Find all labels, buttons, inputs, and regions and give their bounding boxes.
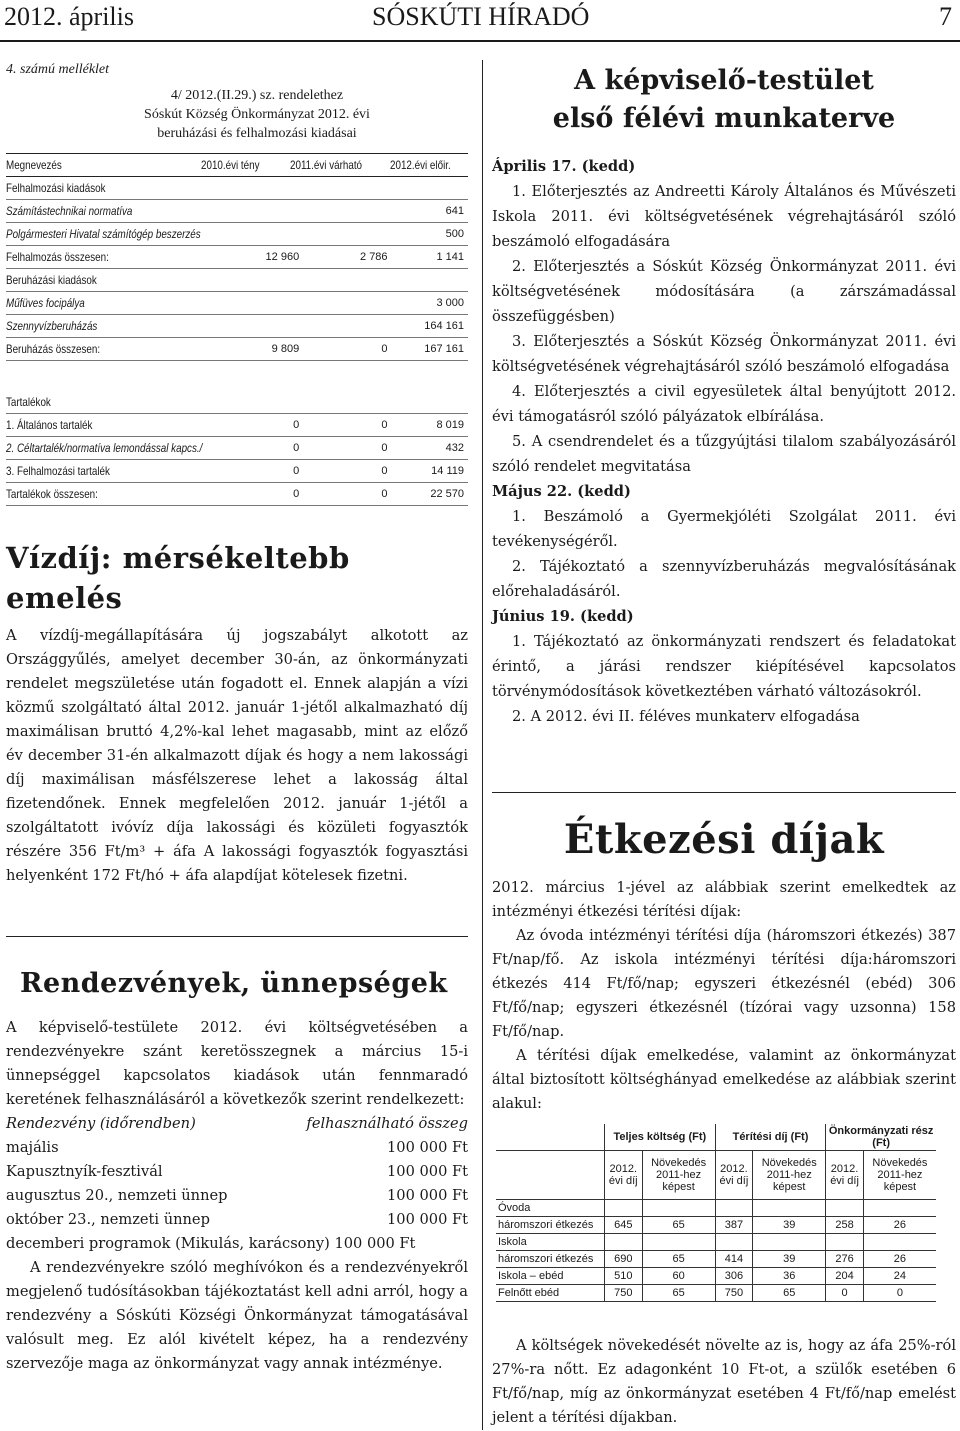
agenda-may (492, 504, 956, 604)
investment-row-label: Műfüves focipálya (6, 296, 85, 310)
fee-cell: 36 (753, 1268, 826, 1285)
fee-cell (715, 1200, 753, 1217)
fee-row (496, 1268, 936, 1285)
event-name: október 23., nemzeti ünnep (6, 1211, 210, 1228)
meal-fee-table (496, 1124, 936, 1302)
meal-fees-heading: Étkezési díjak (563, 816, 885, 863)
investment-value-2012: 641 (392, 200, 468, 223)
investment-value-2010: 12 960 (245, 246, 303, 269)
work-plan-heading-line-2: első félévi munkaterve (552, 103, 896, 134)
fee-cell: 204 (826, 1268, 864, 1285)
investment-value-2010: 0 (245, 414, 303, 437)
fee-cell: 510 (605, 1268, 643, 1285)
meal-fees-change: A térítési díjak emelkedése, valamint az önkormányzat által biztosított költséghányad emelkedése az alábbiak szerint alakul: (492, 1047, 956, 1112)
investment-value-2012 (392, 391, 468, 414)
investment-value-2010: 0 (245, 460, 303, 483)
col-header-name: Megnevezés (6, 158, 62, 172)
water-fee-text: A vízdíj-megállapítására új jogszabályt alkotott az Országgyűlés, amelyet december 30-án, az önkormányzati rendelet megszületése után fogadott el. Ennek alapján a vízi közmű szolgáltató által 2012. január 1-jétől alkalmazható díj maximálisan bruttó 4,2%-kal lehet magasabb, mint az előző év december 31-én alkalmazott díjak és hogy a nem lakossági díj maximálisan másfélszerese lehet a lakosság által fizetendőnek. Ennek megfelelően 2012. január 1-jétől a szolgáltatott ivóvíz díja lakossági és közületi fogyasztók részére 356 Ft/m³ + áfa A lakossági fogyasztók fogyasztási helyenként 172 Ft/hó + áfa alapdíjat kötelesek fizetni. (6, 627, 468, 884)
fee-group-header (496, 1124, 936, 1151)
investment-value-2011 (303, 292, 391, 315)
events-list (6, 1136, 468, 1232)
section-divider-right (492, 792, 956, 793)
event-name: Kapusztnyík-fesztivál (6, 1163, 163, 1180)
fee-row-label: Iskola (496, 1234, 605, 1251)
investment-row (6, 460, 468, 483)
fee-row-label: háromszori étkezés (496, 1217, 605, 1234)
investment-value-2010 (245, 200, 303, 223)
header-title: SÓSKÚTI HÍRADÓ (372, 2, 590, 31)
investment-row-label: Számítástechnikai normatíva (6, 204, 133, 218)
investment-value-2011: 0 (303, 414, 391, 437)
event-amount: 100 000 Ft (387, 1211, 468, 1228)
investment-row-label: Tartalékok (6, 395, 51, 409)
fee-cell (863, 1234, 936, 1251)
work-plan-heading (492, 62, 956, 138)
investment-value-2010 (245, 177, 303, 200)
fee-cell: 26 (863, 1217, 936, 1234)
fee-sub-growth-2: Növekedés 2011-hez képest (753, 1151, 826, 1200)
investment-row (6, 292, 468, 315)
column-divider (482, 60, 483, 1430)
fee-cell: 645 (605, 1217, 643, 1234)
fee-group-fee: Térítési díj (Ft) (715, 1124, 826, 1151)
events-intro: A képviselő-testülete 2012. évi költségvetésében a rendezvényekre szánt keretösszegnek a március 15-i ünnepséggel kapcsolatos kiadások után fennmaradó keretének felhasználásáról a következők szerint rendelkezett: (6, 1019, 468, 1108)
investment-value-2010: 9 809 (245, 338, 303, 361)
water-fee-heading: Vízdíj: mérsékeltebb emelés (6, 541, 350, 615)
fee-row-label: Óvoda (496, 1200, 605, 1217)
investment-row-label: Tartalékok összesen: (6, 487, 98, 501)
investment-value-2010 (245, 223, 303, 246)
col-header-2012: 2012.évi előir. (389, 158, 451, 172)
investment-row (6, 437, 468, 460)
decree-title-line-1: 4/ 2012.(II.29.) sz. rendelethez (170, 88, 344, 103)
fee-cell (826, 1234, 864, 1251)
investment-row (6, 361, 468, 392)
investment-row (6, 315, 468, 338)
investment-value-2012: 1 141 (392, 246, 468, 269)
investment-row-label: Beruházási kiadások (6, 273, 97, 287)
fee-cell: 690 (605, 1251, 643, 1268)
fee-row (496, 1200, 936, 1217)
agenda-item: 4. Előterjesztés a civil egyesületek által benyújtott 2012. évi támogatásról szóló pályázatok elbírálása. (492, 383, 956, 425)
right-column (492, 60, 956, 729)
investment-value-2011 (303, 177, 391, 200)
investment-value-2011 (303, 361, 391, 392)
fee-row-label: háromszori étkezés (496, 1251, 605, 1268)
fee-cell: 65 (642, 1251, 715, 1268)
events-col-name: Rendezvény (időrendben) (6, 1115, 196, 1132)
events-heading: Rendezvények, ünnepségek (20, 968, 448, 999)
meal-fees-intro: 2012. március 1-jével az alábbiak szerint emelkedtek az intézményi étkezési térítési díjak: (492, 879, 956, 920)
fee-cell: 0 (826, 1285, 864, 1302)
events-col-amount: felhasználható összeg (306, 1115, 468, 1132)
fee-cell (826, 1200, 864, 1217)
investment-value-2010 (245, 269, 303, 292)
investment-row-label: Felhalmozási kiadások (6, 181, 106, 195)
fee-row (496, 1285, 936, 1302)
fee-cell: 387 (715, 1217, 753, 1234)
investment-value-2011 (303, 391, 391, 414)
investment-row (6, 269, 468, 292)
fee-cell: 750 (605, 1285, 643, 1302)
event-row (6, 1208, 468, 1232)
fee-sub-growth-3: Növekedés 2011-hez képest (863, 1151, 936, 1200)
investment-value-2012: 8 019 (392, 414, 468, 437)
investment-row (6, 338, 468, 361)
agenda-item: 1. Tájékoztató az önkormányzati rendszert és feladatokat érintő, a járási rendszer kiépítésével kapcsolatos törvénymódosítások következtében várható változásokról. (492, 633, 956, 700)
fee-sub-growth-1: Növekedés 2011-hez képest (642, 1151, 715, 1200)
fee-cell: 65 (753, 1285, 826, 1302)
investment-value-2011: 0 (303, 483, 391, 506)
investment-value-2011 (303, 223, 391, 246)
investment-row-label: Felhalmozás összesen: (6, 250, 109, 264)
investment-value-2012: 164 161 (392, 315, 468, 338)
fee-sub-year-2: 2012. évi díj (715, 1151, 753, 1200)
investment-value-2010: 0 (245, 437, 303, 460)
investment-row-label: Szennyvízberuházás (6, 319, 98, 333)
event-row (6, 1136, 468, 1160)
fee-sub-year-1: 2012. évi díj (605, 1151, 643, 1200)
fee-sub-year-3: 2012. évi díj (826, 1151, 864, 1200)
investment-row (6, 246, 468, 269)
fee-sub-header (496, 1151, 936, 1200)
decree-title (46, 86, 468, 143)
fee-cell (715, 1234, 753, 1251)
events-outro: A rendezvényekre szóló meghívókon és a rendezvényekről megjelenő tudósításokban tájékoztatást kell adni arról, hogy a rendezvény a Sóskúti Községi Önkormányzat támogatásával valósult meg. Ez alól kivételt képez, ha a rendezvény szervezője maga az önkormányzat vagy annak intézménye. (6, 1259, 468, 1372)
investment-value-2011 (303, 269, 391, 292)
fee-cell: 39 (753, 1251, 826, 1268)
event-name: majális (6, 1139, 59, 1156)
agenda-item: 2. Tájékoztató a szennyvízberuházás megvalósításának előrehaladásáról. (492, 558, 956, 600)
fee-cell (605, 1200, 643, 1217)
col-header-2010: 2010.évi tény (200, 158, 260, 172)
meeting-date-may: Május 22. (kedd) (492, 483, 631, 500)
investment-value-2011: 2 786 (303, 246, 391, 269)
decree-title-line-2: Sóskút Község Önkormányzat 2012. évi (144, 107, 370, 122)
agenda-item: 3. Előterjesztés a Sóskút Község Önkormányzat 2011. évi költségvetésének végrehajtásáról szóló beszámoló elfogadása (492, 333, 956, 375)
meeting-date-june: Június 19. (kedd) (492, 608, 634, 625)
investment-row (6, 200, 468, 223)
annex-label: 4. számú melléklet (6, 62, 110, 77)
header-page-number: 7 (939, 2, 952, 31)
events-list-header (6, 1112, 468, 1136)
investment-value-2012: 3 000 (392, 292, 468, 315)
page-header (0, 0, 960, 38)
investment-value-2010 (245, 292, 303, 315)
investment-value-2011: 0 (303, 460, 391, 483)
investment-value-2012: 22 570 (392, 483, 468, 506)
events-december: decemberi programok (Mikulás, karácsony) 100 000 Ft (6, 1235, 416, 1252)
event-row (6, 1160, 468, 1184)
fee-cell: 258 (826, 1217, 864, 1234)
investment-value-2010 (245, 315, 303, 338)
investment-table-body (6, 177, 468, 506)
investment-value-2010: 0 (245, 483, 303, 506)
investment-value-2012: 167 161 (392, 338, 468, 361)
section-divider (6, 936, 468, 937)
left-column (6, 58, 468, 888)
investment-value-2012 (392, 177, 468, 200)
meal-fees-details: Az óvoda intézményi térítési díja (háromszori étkezés) 387 Ft/nap/fő. Az iskola intézményi térítési díja:háromszori étkezés 414 Ft/fő/nap; egyszeri étkezésnél (ebéd) 306 Ft/fő/nap; egyszeri étkezésnél (tízórai vagy uzsonna) 158 Ft/fő/nap. (492, 927, 956, 1040)
fee-row-label: Iskola – ebéd (496, 1268, 605, 1285)
investment-value-2012 (392, 269, 468, 292)
fee-row-label: Felnőtt ebéd (496, 1285, 605, 1302)
agenda-item: 1. Beszámoló a Gyermekjóléti Szolgálat 2011. évi tevékenységéről. (492, 508, 956, 550)
fee-cell (753, 1200, 826, 1217)
event-amount: 100 000 Ft (387, 1163, 468, 1180)
agenda-item: 1. Előterjesztés az Andreetti Károly Általános és Művészeti Iskola 2011. évi költségvetésének végrehajtásáról szóló beszámoló elfogadására (492, 183, 956, 250)
investment-row-label: 3. Felhalmozási tartalék (6, 464, 110, 478)
investment-row-label: 2. Céltartalék/normatíva lemondással kapcs./ (6, 441, 203, 455)
events-section (6, 964, 468, 1376)
agenda-item: 2. Előterjesztés a Sóskút Község Önkormányzat 2011. évi költségvetésének módosítására (a zárszámadással összefüggésben) (492, 258, 956, 325)
fee-cell: 414 (715, 1251, 753, 1268)
fee-cell: 0 (863, 1285, 936, 1302)
event-amount: 100 000 Ft (387, 1139, 468, 1156)
header-date: 2012. április (4, 2, 134, 31)
work-plan-heading-line-1: A képviselő-testület (574, 65, 874, 96)
fee-row (496, 1251, 936, 1268)
fee-cell: 306 (715, 1268, 753, 1285)
agenda-item: 2. A 2012. évi II. féléves munkaterv elfogadása (512, 708, 860, 725)
fee-cell: 60 (642, 1268, 715, 1285)
fee-row (496, 1234, 936, 1251)
investment-value-2011: 0 (303, 437, 391, 460)
fee-cell: 65 (642, 1285, 715, 1302)
header-rule (0, 40, 960, 42)
event-name: augusztus 20., nemzeti ünnep (6, 1187, 228, 1204)
investment-row-label: Polgármesteri Hivatal számítógép beszerzés (6, 227, 201, 241)
investment-table (6, 153, 468, 177)
investment-table-header (6, 154, 468, 177)
fee-group-total: Teljes költség (Ft) (605, 1124, 716, 1151)
event-amount: 100 000 Ft (387, 1187, 468, 1204)
fee-cell: 750 (715, 1285, 753, 1302)
investment-row (6, 391, 468, 414)
investment-value-2012: 500 (392, 223, 468, 246)
fee-cell (753, 1234, 826, 1251)
agenda-item: 5. A csendrendelet és a tűzgyújtási tilalom szabályozásáról szóló rendelet megvitatása (492, 433, 956, 475)
event-row (6, 1184, 468, 1208)
fee-row (496, 1217, 936, 1234)
agenda-april (492, 179, 956, 479)
fee-cell: 65 (642, 1217, 715, 1234)
fee-cell (605, 1234, 643, 1251)
decree-title-line-3: beruházási és felhalmozási kiadásai (157, 126, 357, 141)
fee-cell: 39 (753, 1217, 826, 1234)
agenda-june (492, 629, 956, 729)
fee-cell: 26 (863, 1251, 936, 1268)
meal-fees-section (492, 812, 956, 1430)
investment-value-2011 (303, 200, 391, 223)
fee-group-municipal: Önkormányzati rész (Ft) (826, 1124, 936, 1151)
investment-value-2012 (392, 361, 468, 392)
investment-row (6, 223, 468, 246)
investment-value-2011: 0 (303, 338, 391, 361)
meeting-date-april: Április 17. (kedd) (492, 158, 636, 175)
investment-row-label: Beruházás összesen: (6, 342, 101, 356)
investment-value-2011 (303, 315, 391, 338)
investment-value-2010 (245, 391, 303, 414)
fee-cell: 276 (826, 1251, 864, 1268)
investment-row (6, 177, 468, 200)
investment-value-2010 (245, 361, 303, 392)
fee-cell (642, 1200, 715, 1217)
investment-value-2012: 432 (392, 437, 468, 460)
investment-value-2012: 14 119 (392, 460, 468, 483)
investment-row (6, 414, 468, 437)
investment-row (6, 483, 468, 506)
meal-fees-vat-note: A költségek növekedését növelte az is, hogy az áfa 25%-ról 27%-ra nőtt. Ez adagonként 10 Ft-ot, a szülők esetében 6 Ft/fő/nap, míg az önkormányzat esetében 4 Ft/fő/nap emelést jelent a térítési díjakban. (492, 1337, 956, 1426)
col-header-2011: 2011.évi várható (290, 158, 363, 172)
fee-cell (863, 1200, 936, 1217)
fee-cell (642, 1234, 715, 1251)
investment-row-label: 1. Általános tartalék (6, 418, 93, 432)
fee-cell: 24 (863, 1268, 936, 1285)
